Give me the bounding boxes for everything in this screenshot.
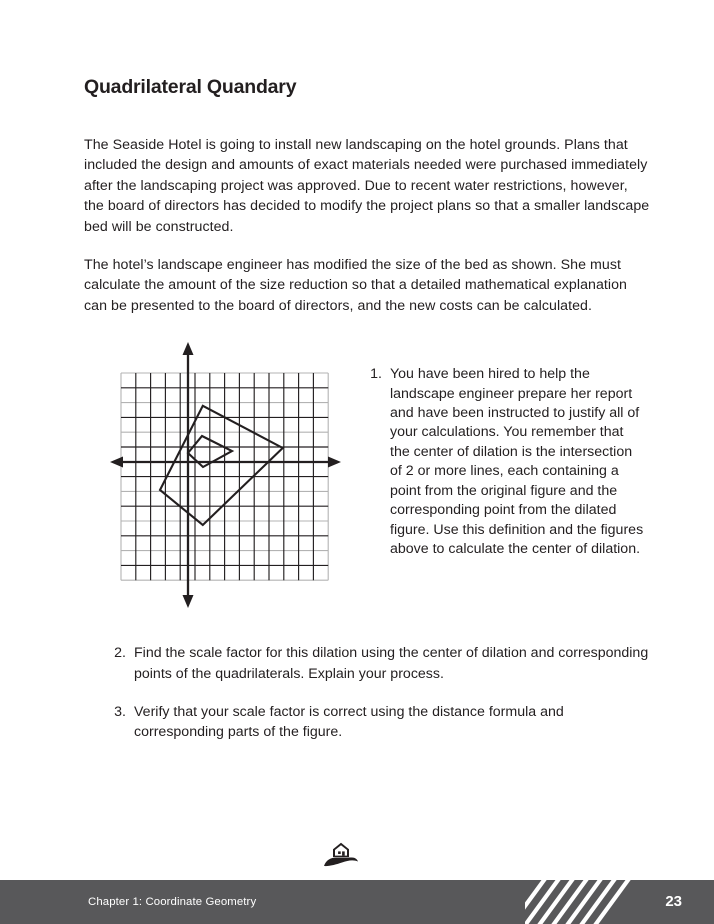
question-text-2: Find the scale factor for this dilation using the center of dilation and corresponding points of the quadrilaterals. Explain your process. (134, 645, 649, 682)
question-item-1 (362, 365, 644, 559)
house-in-hand-icon (322, 840, 360, 868)
footer-page-number: 23 (665, 893, 682, 910)
x-axis-arrow-right (328, 457, 341, 468)
question-number-1: 1. (370, 366, 382, 383)
question-item-3 (106, 702, 650, 743)
original-quadrilateral (160, 406, 283, 525)
footer-chapter-label: Chapter 1: Coordinate Geometry (88, 896, 257, 908)
y-axis-arrow-down (183, 595, 194, 608)
page-content (84, 0, 650, 761)
axis-x (110, 457, 341, 468)
coordinate-plane-figure (110, 341, 375, 609)
coordinate-grid-svg (110, 341, 375, 609)
question-list-bottom (84, 643, 650, 743)
question-text-3: Verify that your scale factor is correct using the distance formula and corresponding parts of the figure. (134, 704, 564, 741)
question-number-3: 3. (114, 704, 126, 721)
grid-lines-dark (121, 373, 328, 580)
house-in-hand-icon-svg (322, 840, 360, 868)
y-axis-arrow-up (183, 342, 194, 355)
figure-and-question-row (84, 341, 650, 609)
question-text-1: You have been hired to help the landscape engineer prepare her report and have been instructed to justify all of your calculations. You remember that the center of dilation is the intersection of 2 or more lines, each containing a point from the original figure and the corresponding point from the dilated figure. Use this definition and the figures above to calculate the center of dilation. (390, 366, 644, 557)
page-title: Quadrilateral Quandary (84, 76, 297, 98)
axis-y (183, 342, 194, 608)
x-axis-arrow-left (110, 457, 123, 468)
footer-stripes-decoration (525, 880, 660, 924)
question-item-2 (106, 643, 650, 684)
question-number-2: 2. (114, 645, 126, 662)
intro-paragraph-1: The Seaside Hotel is going to install new landscaping on the hotel grounds. Plans that included the design and amounts of exact materials needed were purchased immediately after the landscaping project was approved. Due to recent water restrictions, however, the board of directors has decided to modify the project plans so that a smaller landscape bed will be constructed. (84, 137, 650, 235)
page-footer (0, 880, 714, 924)
intro-paragraph-2: The hotel’s landscape engineer has modified the size of the bed as shown. She must calculate the amount of the size reduction so that a detailed mathematical explanation can be presented to the board of directors, and the new costs can be calculated. (84, 257, 627, 314)
question-list-top (362, 365, 644, 559)
